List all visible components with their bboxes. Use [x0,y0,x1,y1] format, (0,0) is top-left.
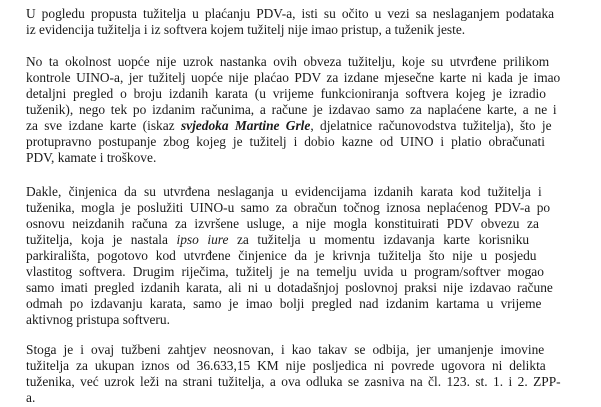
text-line: tužitelja za ukupan iznos od 36.633,15 KM nije posljedica ni povrede ugovora ni delikta [26,358,546,373]
text-line: No ta okolnost uopće nije uzrok nastanka ovih obveza tužitelju, koje su utvrđene prilikom [26,54,550,69]
text-line: Stoga je i ovaj tužbeni zahtjev neosnovan, i kao takav se odbija, jer umanjenje imovine [26,342,545,357]
text-line: PDV, kamate i troškove. [26,150,157,165]
text-line: tuženika, mogla je poslužiti UINO-u samo za obračun točnog iznosa neplaćenog PDV-a po [26,200,551,215]
text-line: kontrole UINO-a, jer tužitelj uopće nije plaćao PDV za izdane mjesečne karte ni kada je imao [26,70,561,85]
text-line: tuženik), nego tek po izdanim računima, a račune je izdavao samo za naplaćene karte, a ne i [26,102,557,117]
text-line: za sve izdane karte (iskaz svjedoka Martine Grle, djelatnice računovodstva tužitelja), što je [26,118,552,133]
text-line: aktivnog pristupa softveru. [26,312,170,327]
text-line: protupravno postupanje zbog kojeg je tužitelj i dobio kazne od UINO i platio obračunati [26,134,545,149]
text-line: samo imati pregled izdanih karata, ali ni u dotadašnjoj poslovnoj praksi nije izdavao račune [26,280,553,295]
text-line: odmah po izdavanju karata, samo je imao bolji pregled nad izdanim kartama u vrijeme [26,296,542,311]
text-line: vlastitog softvera. Drugim riječima, tužitelj je na temelju uvida u program/softver mogao [26,264,544,279]
text-line: iz evidencija tužitelja i iz softvera kojem tužitelj nije imao pristup, a tuženik jeste. [26,22,466,37]
latin-phrase: ipso iure [176,232,229,247]
text-line: Dakle, činjenica da su utvrđena neslaganja u evidencijama izdanih karata kod tužitelja i [26,184,542,199]
text-line: osnovu neizdanih računa za izvršene usluge, a nije mogla konstituirati PDV obvezu za [26,216,539,231]
text-line: parkirališta, pogotovo kod utvrđene činjenice da je krivnja tužitelja što nije u posjedu [26,248,537,263]
text-line: tužitelja, koja je nastala ipso iure za tužitelja u momentu izdavanja karte korisniku [26,232,530,247]
text-line: tuženika, već uzrok leži na strani tužitelja, a ova odluka se zasniva na čl. 123. st. 1. i 2. ZPP- [26,374,561,389]
witness-name: svjedoka Martine Grle [180,118,311,133]
text-line: detaljni pregled o broju izdanih karata (u vrijeme funkcioniranja softvera kojeg je izradio [26,86,546,101]
text-line: a. [26,390,36,405]
text-line: U pogledu propusta tužitelja u plaćanju PDV-a, isti su očito u vezi sa neslaganjem podataka [26,6,555,21]
